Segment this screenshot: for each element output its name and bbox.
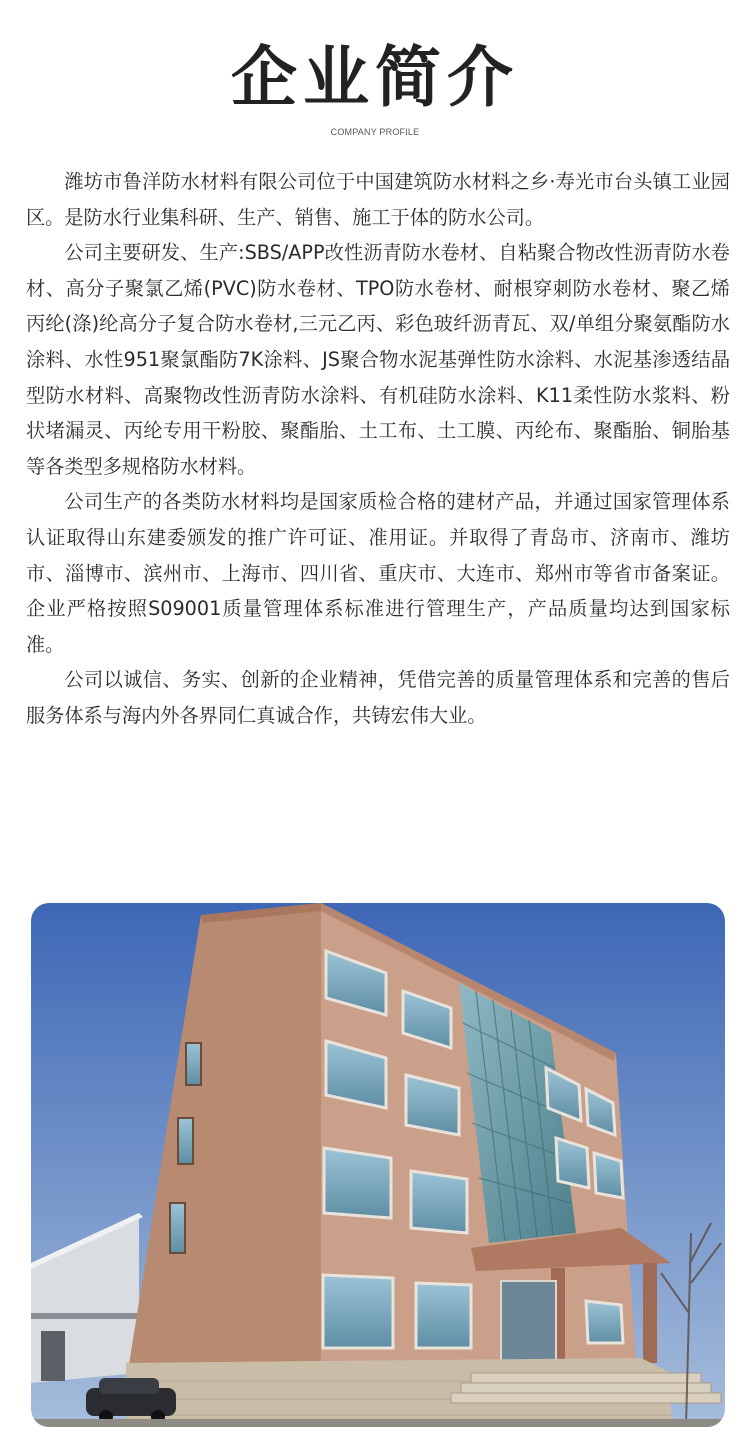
page-header bbox=[0, 38, 750, 137]
company-description bbox=[26, 164, 730, 734]
entrance-steps bbox=[451, 1373, 721, 1403]
page-subtitle: COMPANY PROFILE bbox=[330, 127, 420, 137]
paragraph-certification: 公司生产的各类防水材料均是国家质检合格的建材产品，并通过国家管理体系认证取得山东建委颁发的推广许可证、准用证。并取得了青岛市、济南市、潍坊市、淄博市、滨州市、上海市、四川省、重庆市、大连市、郑州市等省市备案证。企业严格按照S09001质量管理体系标准进行管理生产，产品质量均达到国家标准。 bbox=[26, 490, 730, 656]
page-title: 企业简介 bbox=[231, 39, 519, 116]
paragraph-spirit: 公司以诚信、务实、创新的企业精神，凭借完善的质量管理体系和完善的售后服务体系与海内外各界同仁真诚合作，共铸宏伟大业。 bbox=[26, 668, 730, 727]
company-building-photo bbox=[31, 903, 725, 1427]
paragraph-products: 公司主要研发、生产:SBS/APP改性沥青防水卷材、自粘聚合物改性沥青防水卷材、高分子聚氯乙烯(PVC)防水卷材、TPO防水卷材、耐根穿刺防水卷材、聚乙烯丙纶(涤)纶高分子复合防水卷材,三元乙丙、彩色玻纤沥青瓦、双/单组分聚氨酯防水涂料、水性951聚氯酯防7K涂料、JS聚合物水泥基弹性防水涂料、水泥基渗透结晶型防水材料、高聚物改性沥青防水涂料、有机硅防水涂料、K11柔性防水浆料、粉状堵漏灵、丙纶专用干粉胶、聚酯胎、土工布、土工膜、丙纶布、聚酯胎、铜胎基等各类型多规格防水材料。 bbox=[26, 241, 730, 478]
paragraph-intro: 潍坊市鲁洋防水材料有限公司位于中国建筑防水材料之乡·寿光市台头镇工业园区。是防水行业集科研、生产、销售、施工于体的防水公司。 bbox=[26, 170, 730, 229]
